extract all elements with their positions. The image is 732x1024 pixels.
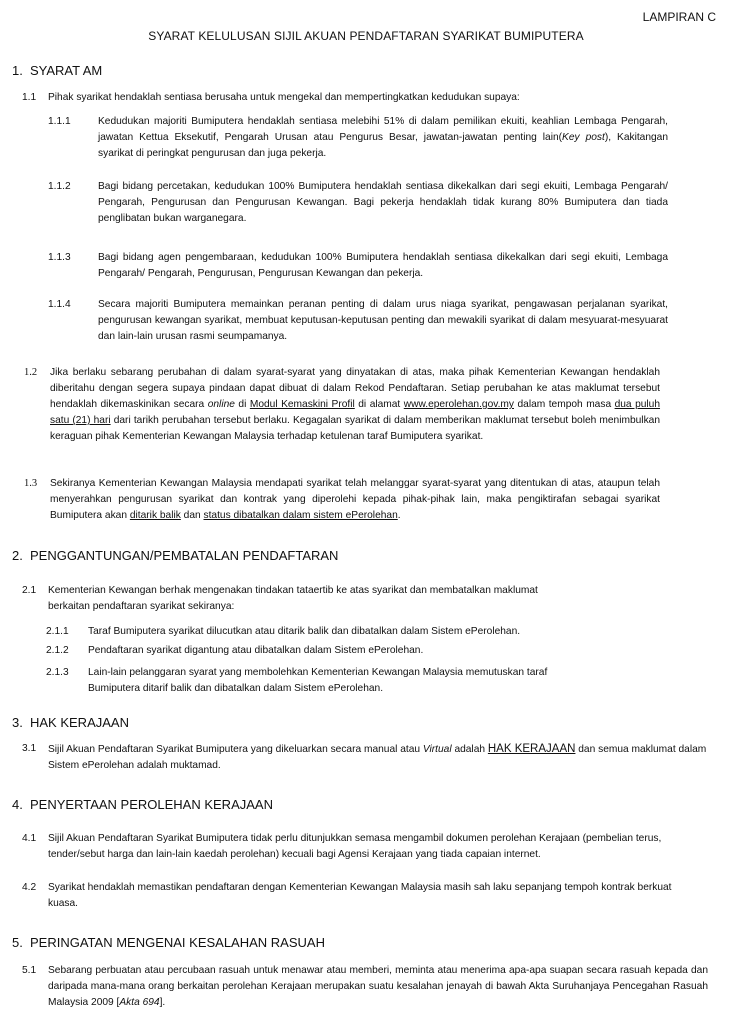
paragraph-2-1-3 [46, 665, 688, 697]
section-title: PERINGATAN MENGENAI KESALAHAN RASUAH [30, 935, 325, 950]
virtual-term: Virtual [422, 744, 452, 755]
key-post-term: Key post [562, 132, 605, 143]
paragraph-text: Sebarang perbuatan atau percubaan rasuah untuk menawar atau memberi, meminta atau menerima apa-apa suapan secara rasuah kepada dan daripada mana-mana orang berkaitan perolehan Kerajaan merupakan suatu kesalahan jenayah di bawah Akta Suruhanjaya Pencegahan Rasuah Malaysia 2009 [ [48, 965, 708, 1008]
paragraph-text: . [397, 510, 401, 521]
paragraph-text: Bagi bidang percetakan, kedudukan 100% Bumiputera hendaklah sentiasa dikekalkan dari segi ekuiti, Lembaga Pengarah/ Pengarah, Pengurusan dan Pengurusan Kewangan. Bagi pekerja hendaklah tidak kurang 80% Bumiputera dan tiada penglibatan bukan warganegara. [98, 181, 668, 224]
paragraph-2-1-1 [46, 624, 688, 640]
akta-694-term: Akta 694 [119, 997, 160, 1008]
paragraph-number: 1.2 [24, 367, 38, 378]
section-number: 5. [12, 935, 23, 950]
paragraph-number: 1.3 [24, 478, 38, 489]
paragraph-text: dari tarikh perubahan tersebut berlaku. Kegagalan syarikat di dalam memberikan maklumat tersebut boleh menimbulkan keraguan pihak Kementerian Kewangan Malaysia terhadap ketulenan taraf Bumiputera syarikat. [50, 415, 660, 442]
paragraph-number: 5.1 [22, 965, 37, 976]
paragraph-number: 2.1.3 [46, 667, 69, 678]
eperolehan-url-link[interactable]: www.eperolehan.gov.my [403, 399, 514, 410]
paragraph-number: 1.1.1 [48, 116, 71, 127]
paragraph-text: Kementerian Kewangan berhak mengenakan tindakan tataertib ke atas syarikat dan membatalkan maklumat [48, 585, 538, 596]
section-title: SYARAT AM [30, 63, 103, 78]
paragraph-1-1 [22, 90, 708, 106]
paragraph-text: Jika berlaku sebarang perubahan di dalam syarat-syarat yang dinyatakan di atas, maka pihak Kementerian Kewangan hendaklah diberitahu dengan segera supaya pindaan dapat dibuat di dalam Rekod Pendaftaran. Setiap perubahan ke atas maklumat tersebut hendaklah dikemaskinikan secara [50, 367, 660, 410]
paragraph-2-1 [22, 583, 688, 615]
paragraph-text-end: ), Kakitangan syarikat di peringkat pengurusan dan juga pekerja. [98, 132, 668, 159]
paragraph-number: 4.2 [22, 882, 37, 893]
modul-kemaskini-profil-link[interactable]: Modul Kemaskini Profil [249, 399, 355, 410]
paragraph-number: 2.1.2 [46, 645, 69, 656]
paragraph-number: 1.1 [22, 92, 37, 103]
paragraph-text: adalah [451, 744, 488, 755]
section-title: PENGGANTUNGAN/PEMBATALAN PENDAFTARAN [30, 548, 339, 563]
paragraph-text: Taraf Bumiputera syarikat dilucutkan atau ditarik balik dan dibatalkan dalam Sistem ePerolehan. [88, 626, 521, 637]
paragraph-text: Lain-lain pelanggaran syarat yang membolehkan Kementerian Kewangan Malaysia memutuskan taraf [88, 667, 548, 678]
lampiran-label: LAMPIRAN C [642, 10, 716, 24]
paragraph-text-line-2: berkaitan pendaftaran syarikat sekiranya: [48, 601, 235, 612]
paragraph-text: Syarikat hendaklah memastikan pendaftaran dengan Kementerian Kewangan Malaysia masih sah laku sepanjang tempoh kontrak berkuat kuasa. [48, 882, 672, 909]
section-title: PENYERTAAN PEROLEHAN KERAJAAN [30, 797, 273, 812]
paragraph-2-1-2 [46, 643, 688, 659]
paragraph-text: Pendaftaran syarikat digantung atau dibatalkan dalam Sistem ePerolehan. [88, 645, 424, 656]
paragraph-text: Bagi bidang agen pengembaraan, kedudukan 100% Bumiputera hendaklah sentiasa dikekalkan dari segi ekuiti, Lembaga Pengarah/ Pengarah, Pengurusan, Pengurusan Kewangan dan pekerja. [98, 252, 668, 279]
paragraph-text: Secara majoriti Bumiputera memainkan peranan penting di dalam urus niaga syarikat, pengawasan perjalanan syarikat, pengurusan kewangan syarikat, membuat keputusan-keputusan penting dan mewakili syarikat di dalam mesyuarat-mesyuarat dan lain-lain urusan rasmi seumpamanya. [98, 299, 668, 342]
paragraph-1-3 [24, 476, 660, 524]
paragraph-text: di [234, 399, 250, 410]
paragraph-number: 2.1.1 [46, 626, 69, 637]
section-number: 3. [12, 715, 23, 730]
paragraph-text: di alamat [354, 399, 404, 410]
section-1-heading [12, 63, 102, 78]
paragraph-4-2 [22, 880, 698, 912]
section-title: HAK KERAJAAN [30, 715, 129, 730]
section-number: 2. [12, 548, 23, 563]
section-5-heading [12, 935, 325, 950]
paragraph-number: 1.1.3 [48, 252, 71, 263]
paragraph-text-line-2: Bumiputera ditarif balik dan dibatalkan dalam Sistem ePerolehan. [88, 683, 384, 694]
section-4-heading [12, 797, 273, 812]
paragraph-text: Kedudukan majoriti Bumiputera hendaklah sentiasa melebihi 51% di dalam pemilikan ekuiti, keahlian Lembaga Pengarah, jawatan Kettua Eksekutif, Pengarah Urusan atau Pengurus Besar, jawatan-jawatan penting lain( [98, 116, 668, 143]
section-number: 1. [12, 63, 23, 78]
paragraph-number: 3.1 [22, 743, 37, 754]
paragraph-4-1 [22, 831, 698, 863]
paragraph-5-1 [22, 963, 708, 1011]
paragraph-1-1-3 [48, 250, 668, 282]
online-term: online [207, 399, 235, 410]
paragraph-1-1-4 [48, 297, 668, 345]
paragraph-text: dan semua maklumat dalam Sistem ePerolehan adalah muktamad. [48, 744, 707, 771]
deadline-term: dua puluh satu (21) hari [50, 399, 661, 426]
status-dibatalkan-term: status dibatalkan dalam sistem ePerolehan [203, 510, 398, 521]
section-3-heading [12, 715, 129, 730]
paragraph-number: 1.1.4 [48, 299, 71, 310]
paragraph-1-1-2 [48, 179, 668, 227]
paragraph-text: dalam tempoh masa [514, 399, 615, 410]
paragraph-1-2 [24, 365, 661, 445]
paragraph-text: dan [180, 510, 204, 521]
paragraph-text: Sijil Akuan Pendaftaran Syarikat Bumiputera yang dikeluarkan secara manual atau [48, 744, 423, 755]
paragraph-3-1 [22, 741, 713, 774]
paragraph-number: 4.1 [22, 833, 37, 844]
paragraph-1-1-1 [48, 114, 668, 162]
paragraph-text: Sijil Akuan Pendaftaran Syarikat Bumiputera tidak perlu ditunjukkan semasa mengambil dokumen perolehan Kerajaan (pembelian terus, tender/sebut harga dan lain-lain kaedah perolehan) kecuali bagi Agensi Kerajaan yang tiada capaian internet. [48, 833, 662, 860]
ditarik-balik-term: ditarik balik [129, 510, 181, 521]
section-2-heading [12, 548, 338, 563]
document-title: SYARAT KELULUSAN SIJIL AKUAN PENDAFTARAN SYARIKAT BUMIPUTERA [148, 29, 584, 43]
paragraph-text: Sekiranya Kementerian Kewangan Malaysia mendapati syarikat telah melanggar syarat-syarat yang ditentukan di atas, ataupun telah menyerahkan pengurusan syarikat dan kontrak yang diperolehi kepada pihak-pihak lain, maka pengiktirafan sebagai syarikat Bumiputera akan [50, 478, 660, 521]
paragraph-number: 2.1 [22, 585, 37, 596]
paragraph-text: ]. [159, 997, 166, 1008]
hak-kerajaan-term: HAK KERAJAAN [487, 743, 576, 755]
paragraph-text: Pihak syarikat hendaklah sentiasa berusaha untuk mengekal dan mempertingkatkan kedudukan supaya: [48, 92, 520, 103]
paragraph-number: 1.1.2 [48, 181, 71, 192]
section-number: 4. [12, 797, 23, 812]
